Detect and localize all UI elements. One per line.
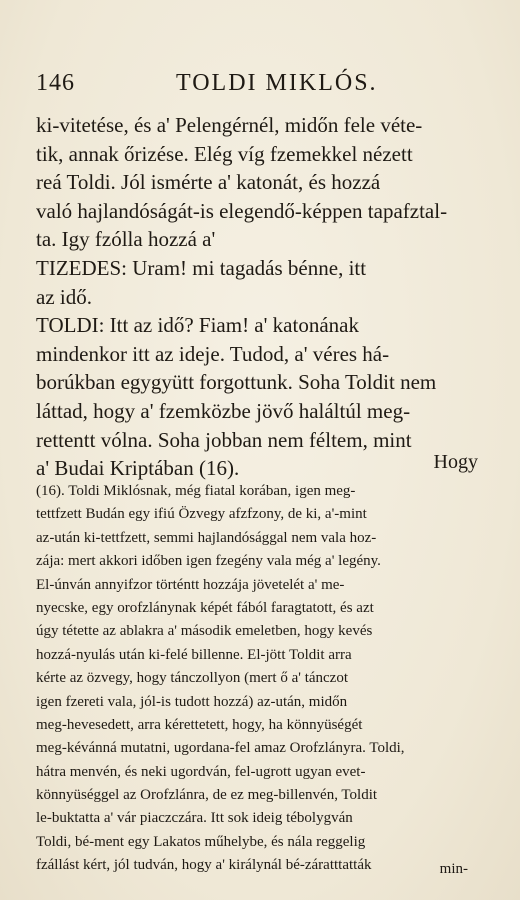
text-line: tik, annak őrizése. Elég víg fzemekkel nézett	[36, 141, 413, 166]
text-line: rettentt vólna. Soha jobban nem féltem, mint	[36, 427, 412, 452]
page-header	[36, 70, 484, 100]
text-line: láttad, hogy a' fzemközbe jövő haláltúl meg-	[36, 398, 411, 423]
text-line: mindenkor itt az ideje. Tudod, a' véres há-	[36, 341, 390, 366]
text-line: az idő.	[36, 284, 92, 309]
text-line: reá Toldi. Jól ismérte a' katonát, és hozzá	[36, 170, 381, 195]
footnote-line: úgy tétette az ablakra a' második emeletben, hogy kevés	[36, 623, 373, 640]
text-line: ki-vitetése, és a' Pelengérnél, midőn fele véte-	[36, 113, 423, 137]
main-text	[36, 111, 484, 483]
footnote-line: hozzá-nyulás után ki-felé billenne. El-jött Toldit arra	[36, 646, 352, 663]
footnote-line: fzállást kért, jól tudván, hogy a' királynál bé-záratttatták	[36, 857, 372, 874]
text-line: való hajlandóságát-is elegendő-képpen tapafztal-	[36, 198, 448, 223]
text-line: borúkban egygyütt forgottunk. Soha Toldit nem	[36, 370, 437, 395]
text-line: TIZEDES: Uram! mi tagadás bénne, itt	[36, 255, 367, 280]
text-line: TOLDI: Itt az idő? Fiam! a' katonának	[36, 313, 359, 338]
footnote-line: kérte az özvegy, hogy tánczollyon (mert ő a' tánczot	[36, 670, 349, 687]
footnote-line: (16). Toldi Miklósnak, még fiatal korában, igen meg-	[36, 483, 356, 499]
page-number: 146	[36, 70, 75, 96]
text-line: ta. Igy fzólla hozzá a'	[36, 227, 216, 252]
catchword: Hogy	[433, 451, 478, 473]
footnote-line: nyecske, egy orofzlánynak képét fából faragtatott, és azt	[36, 599, 374, 616]
footnote-line: könnyüséggel az Orofzlánra, de ez meg-billenvén, Toldit	[36, 787, 378, 804]
footnote-line: Toldi, bé-ment egy Lakatos műhelybe, és nála reggelig	[36, 833, 366, 850]
footnote-catchword: min-	[439, 861, 468, 877]
footnote-line: El-únván annyifzor történtt hozzája jövetelét a' me-	[36, 576, 345, 593]
footnote-line: hátra menvén, és neki ugordván, fel-ugrott ugyan evet-	[36, 763, 366, 780]
footnote-line: zája: mert akkori időben igen fzegény vala még a' legény.	[36, 553, 381, 570]
footnote-line: meg-hevesedett, arra kérettetett, hogy, ha könnyüségét	[36, 716, 363, 733]
footnote-line: az-után ki-tettfzett, semmi hajlandósággal nem vala hoz-	[36, 529, 377, 546]
footnote-line: le-buktatta a' vár piaczczára. Itt sok ideig tébolygván	[36, 810, 353, 827]
footnote	[36, 480, 484, 878]
running-head: TOLDI MIKLÓS.	[176, 70, 378, 96]
footnote-line: meg-kévánná mutatni, ugordana-fel amaz Orofzlányra. Toldi,	[36, 740, 405, 757]
text-line: a' Budai Kriptában (16).	[36, 456, 240, 481]
footnote-line: igen fzereti vala, jól-is tudott hozzá) az-után, midőn	[36, 693, 348, 710]
footnote-line: tettfzett Budán egy ifiú Özvegy afzfzony, de ki, a'-mint	[36, 506, 367, 523]
